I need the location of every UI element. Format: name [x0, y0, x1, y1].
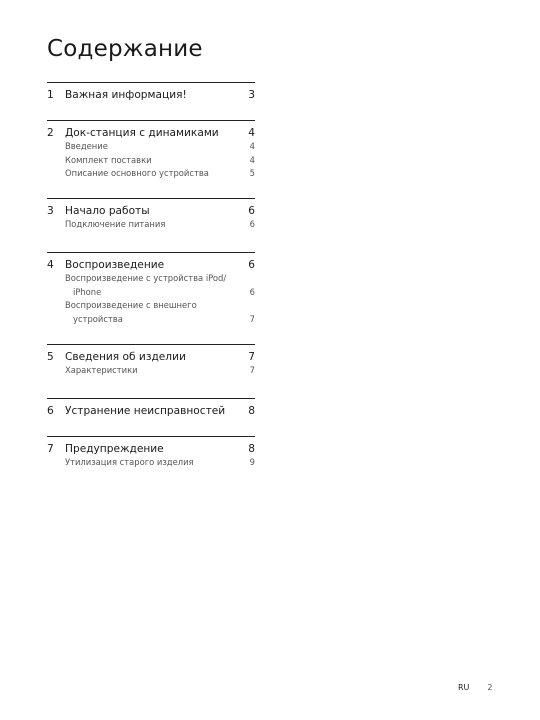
toc-section-number: 1 [47, 89, 54, 101]
toc-section-title: Устранение неисправностей [65, 405, 226, 417]
toc-section-heading[interactable] [47, 405, 255, 418]
toc-subitem-page: 5 [249, 168, 255, 178]
toc-subitem-label: Подключение питания [65, 219, 166, 229]
toc-subitem-label: Воспроизведение с устройства iPod/ [65, 273, 227, 283]
toc-subitem[interactable] [47, 218, 255, 232]
toc-subitem-label: Комплект поставки [65, 154, 152, 165]
toc-subitem-page: 9 [249, 457, 255, 467]
toc-subitem[interactable] [47, 154, 255, 168]
language-code: RU [458, 683, 470, 692]
toc-section-page: 6 [248, 205, 255, 217]
page-number: 2 [487, 683, 493, 692]
toc-section [47, 398, 255, 418]
toc-section-number: 7 [47, 443, 54, 455]
toc-subitem[interactable] [47, 299, 255, 313]
toc-subitem[interactable] [47, 456, 255, 470]
toc-subitem[interactable] [47, 167, 255, 181]
toc-section-heading[interactable] [47, 89, 255, 102]
toc-section [47, 344, 255, 378]
page-title: Содержание [47, 36, 203, 62]
toc-section-number: 6 [47, 405, 54, 417]
toc-section [47, 436, 255, 470]
toc-section-heading[interactable] [47, 351, 255, 364]
page-footer [458, 683, 493, 692]
toc-subitem-page: 6 [249, 219, 255, 229]
toc-subitem-label: Описание основного устройства [65, 168, 209, 178]
toc-section-number: 2 [47, 127, 54, 139]
toc-section-number: 3 [47, 205, 54, 217]
toc-section-heading[interactable] [47, 127, 255, 140]
toc-section-page: 4 [248, 127, 255, 139]
toc-subitem[interactable] [47, 286, 255, 300]
toc-subitem-page: 6 [249, 286, 255, 297]
toc-subitem-label: устройства [73, 313, 123, 324]
toc-subitem-page: 7 [249, 313, 255, 324]
toc-section-page: 8 [248, 443, 255, 455]
toc-section-title: Предупреждение [65, 443, 164, 455]
toc-section [47, 82, 255, 102]
toc-section-title: Начало работы [65, 205, 150, 217]
toc-section-number: 4 [47, 259, 54, 271]
toc-section [47, 120, 255, 181]
toc-subitem-label: Утилизация старого изделия [65, 457, 194, 467]
toc-section-title: Док-станция с динамиками [65, 127, 219, 139]
toc-subitem-label: Воспроизведение с внешнего [65, 300, 197, 310]
toc-section [47, 252, 255, 326]
toc-section-heading[interactable] [47, 205, 255, 218]
toc-section-page: 8 [248, 405, 255, 417]
toc-subitem-page: 4 [249, 154, 255, 165]
toc-subitem-page: 4 [249, 141, 255, 151]
toc-subitem-page: 7 [249, 365, 255, 375]
toc-section-page: 7 [248, 351, 255, 363]
toc-subitem-label: Характеристики [65, 365, 138, 375]
toc-section-heading[interactable] [47, 443, 255, 456]
toc-section [47, 198, 255, 232]
toc-subitem[interactable] [47, 364, 255, 378]
toc-section-page: 6 [248, 259, 255, 271]
toc-section-number: 5 [47, 351, 54, 363]
toc-subitem-label: iPhone [73, 286, 102, 297]
toc-subitem[interactable] [47, 313, 255, 327]
toc-section-heading[interactable] [47, 259, 255, 272]
toc-section-title: Сведения об изделии [65, 351, 186, 363]
toc-subitem-label: Введение [65, 141, 108, 151]
toc-subitem[interactable] [47, 272, 255, 286]
toc-subitem[interactable] [47, 140, 255, 154]
toc-section-page: 3 [248, 89, 255, 101]
toc-section-title: Важная информация! [65, 89, 187, 101]
toc-section-title: Воспроизведение [65, 259, 165, 271]
